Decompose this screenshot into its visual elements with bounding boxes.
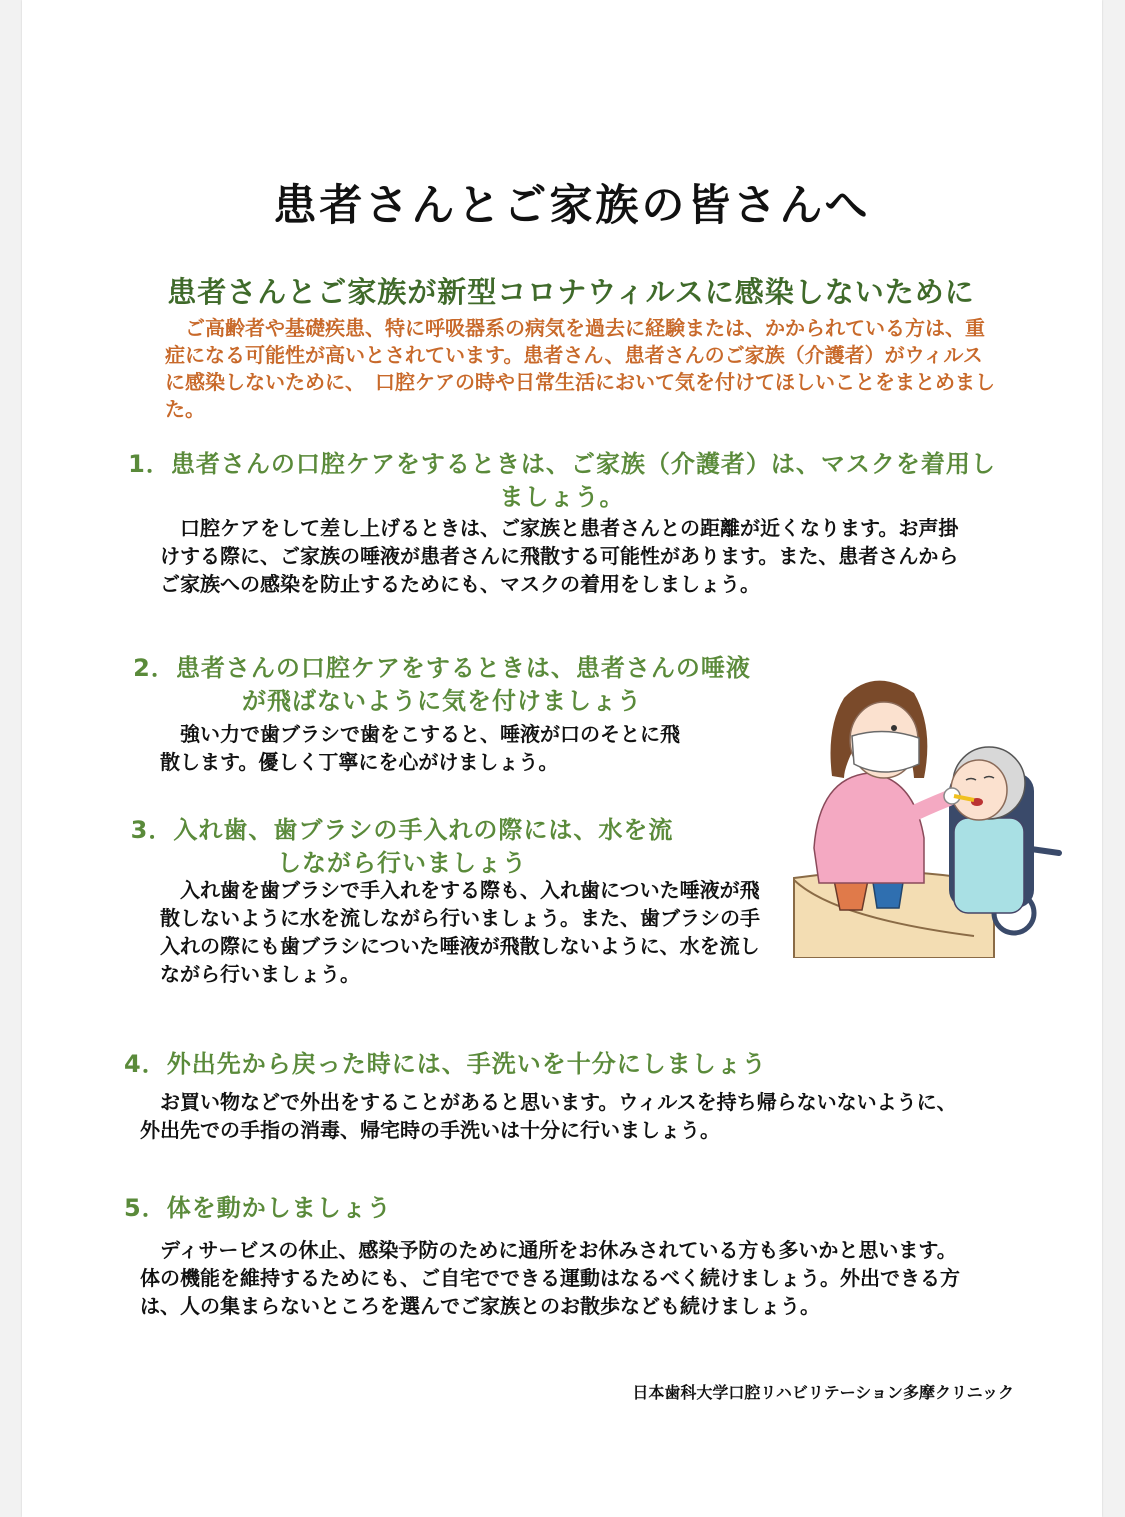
face-mask-icon — [852, 731, 919, 772]
page-subtitle: 患者さんとご家族が新型コロナウィルスに感染しないために — [167, 275, 975, 309]
section-5-body: ディサービスの休止、感染予防のために通所をお休みされている方も多いかと思います。体の機能を維持するためにも、ご自宅でできる運動はなるべく続けましょう。外出できる方は、人の集まらないところを選んでご家族とのお散歩なども続けましょう。 — [140, 1238, 960, 1318]
page-title: 患者さんとご家族の皆さんへ — [273, 181, 871, 231]
section-2-heading: 2．患者さんの口腔ケアをするときは、患者さんの唾液が飛ばないように気を付けましょう — [133, 654, 751, 715]
patient-body — [954, 818, 1024, 913]
cup-orange — [834, 880, 868, 910]
caregiver-uniform — [814, 773, 924, 883]
section-1-heading: 1．患者さんの口腔ケアをするときは、ご家族（介護者）は、マスクを着用しましょう。 — [128, 450, 996, 511]
section-4-body: お買い物などで外出をすることがあると思います。ウィルスを持ち帰らないないように、外出先での手指の消毒、帰宅時の手洗いは十分に行いましょう。 — [140, 1090, 957, 1142]
section-5-heading: 5．体を動かしましょう — [124, 1194, 392, 1222]
section-2-body: 強い力で歯ブラシで歯をこすると、唾液が口のそとに飛散します。優しく丁寧にを心がけましょう。 — [160, 722, 680, 774]
section-3-heading: 3．入れ歯、歯ブラシの手入れの際には、水を流しながら行いましょう — [130, 816, 674, 877]
intro-paragraph: ご高齢者や基礎疾患、特に呼吸器系の病気を過去に経験または、かかられている方は、重症になる可能性が高いとされています。患者さん、患者さんのご家族（介護者）がウィルスに感染しないために、 口腔ケアの時や日常生活において気を付けてほしいことをまとめました。 — [165, 316, 995, 421]
section-4-heading: 4．外出先から戻った時には、手洗いを十分にしましょう — [124, 1050, 767, 1078]
document-page — [22, 0, 1102, 1517]
patient-face — [951, 760, 1007, 820]
clinic-name-footer: 日本歯科大学口腔リハビリテーション多摩クリニック — [632, 1383, 1014, 1402]
caregiver-oral-care-illustration — [774, 668, 1064, 958]
section-3-body: 入れ歯を歯ブラシで手入れをする際も、入れ歯についた唾液が飛散しないように水を流しながら行いましょう。また、歯ブラシの手入れの際にも歯ブラシについた唾液が飛散しないように、水を流しながら行いましょう。 — [160, 878, 760, 986]
section-1-body: 口腔ケアをして差し上げるときは、ご家族と患者さんとの距離が近くなります。お声掛けする際に、ご家族の唾液が患者さんに飛散する可能性があります。また、患者さんからご家族への感染を防止するためにも、マスクの着用をしましょう。 — [160, 516, 959, 596]
